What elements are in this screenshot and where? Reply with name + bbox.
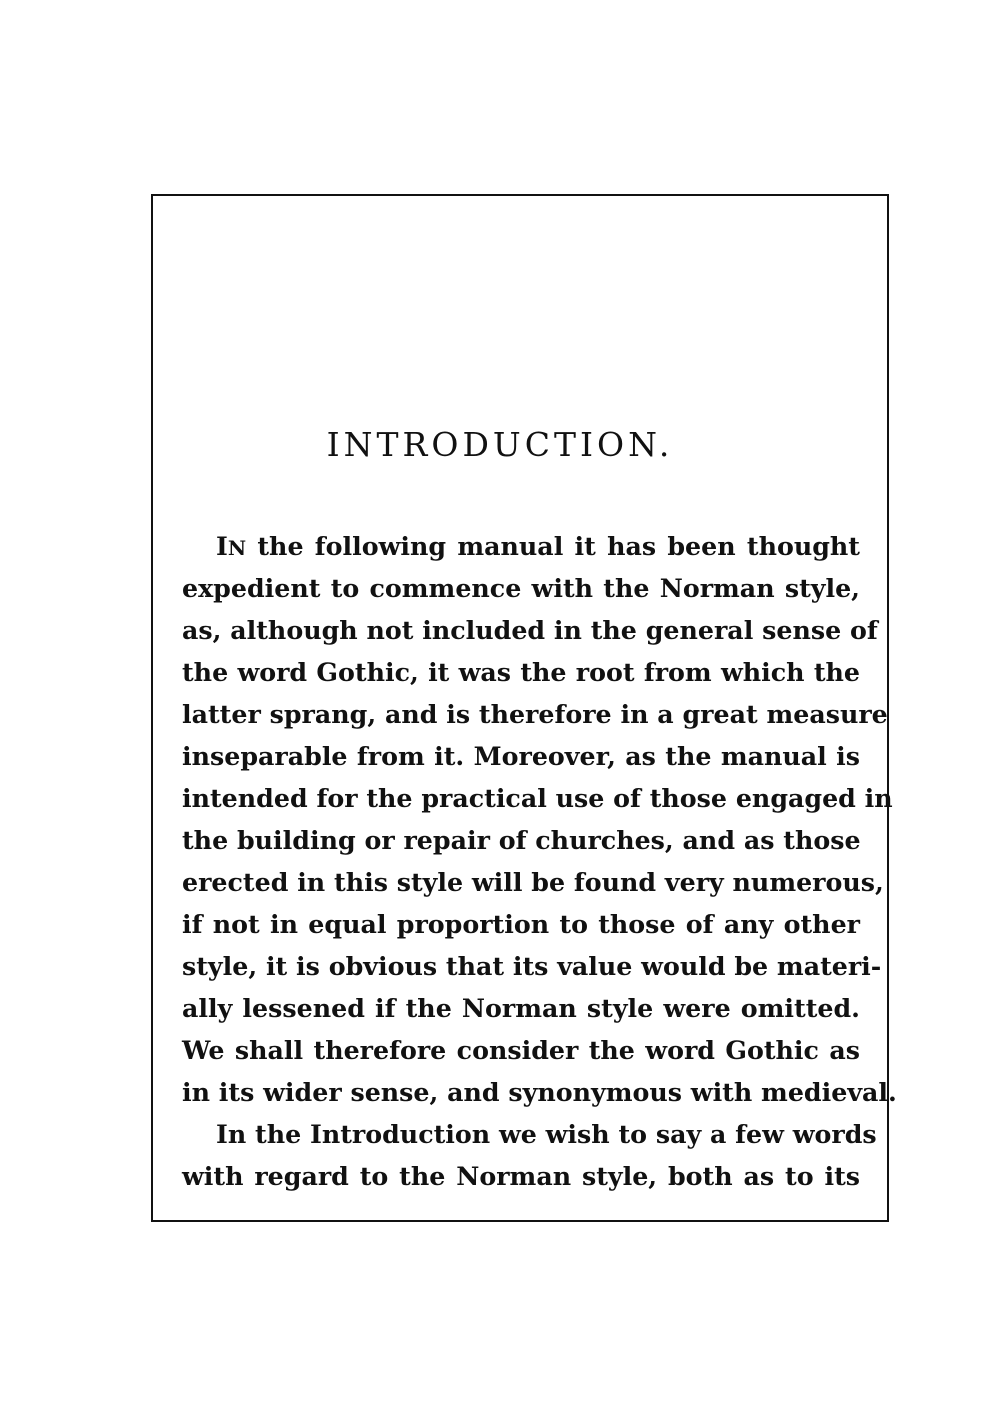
page-title: INTRODUCTION. bbox=[326, 425, 674, 464]
text-line: expedient to commence with the Norman style, bbox=[182, 573, 860, 603]
text-line: ally lessened if the Norman style were omitted. bbox=[182, 993, 860, 1023]
text-line: inseparable from it. Moreover, as the manual is bbox=[182, 741, 860, 771]
text-line: erected in this style will be found very numerous, bbox=[182, 867, 884, 897]
text-line: style, it is obvious that its value would be materi- bbox=[182, 951, 882, 981]
text-line-rest: the following manual it has been thought bbox=[246, 531, 860, 561]
text-line: latter sprang, and is therefore in a great measure bbox=[182, 699, 888, 729]
drop-word-text: IN bbox=[216, 531, 247, 561]
text-line: intended for the practical use of those engaged in bbox=[182, 783, 893, 813]
body-text bbox=[182, 525, 897, 1197]
text-line: the word Gothic, it was the root from which the bbox=[182, 657, 860, 687]
text-line: In the Introduction we wish to say a few words bbox=[216, 1119, 877, 1149]
text-line: with regard to the Norman style, both as to its bbox=[182, 1161, 860, 1191]
text-line bbox=[182, 525, 860, 567]
text-line: if not in equal proportion to those of any other bbox=[182, 909, 860, 939]
text-line: the building or repair of churches, and as those bbox=[182, 825, 861, 855]
text-line: in its wider sense, and synonymous with medieval. bbox=[182, 1077, 897, 1107]
drop-word bbox=[216, 531, 246, 561]
text-line: as, although not included in the general sense of bbox=[182, 615, 878, 645]
text-line: We shall therefore consider the word Gothic as bbox=[182, 1035, 860, 1065]
